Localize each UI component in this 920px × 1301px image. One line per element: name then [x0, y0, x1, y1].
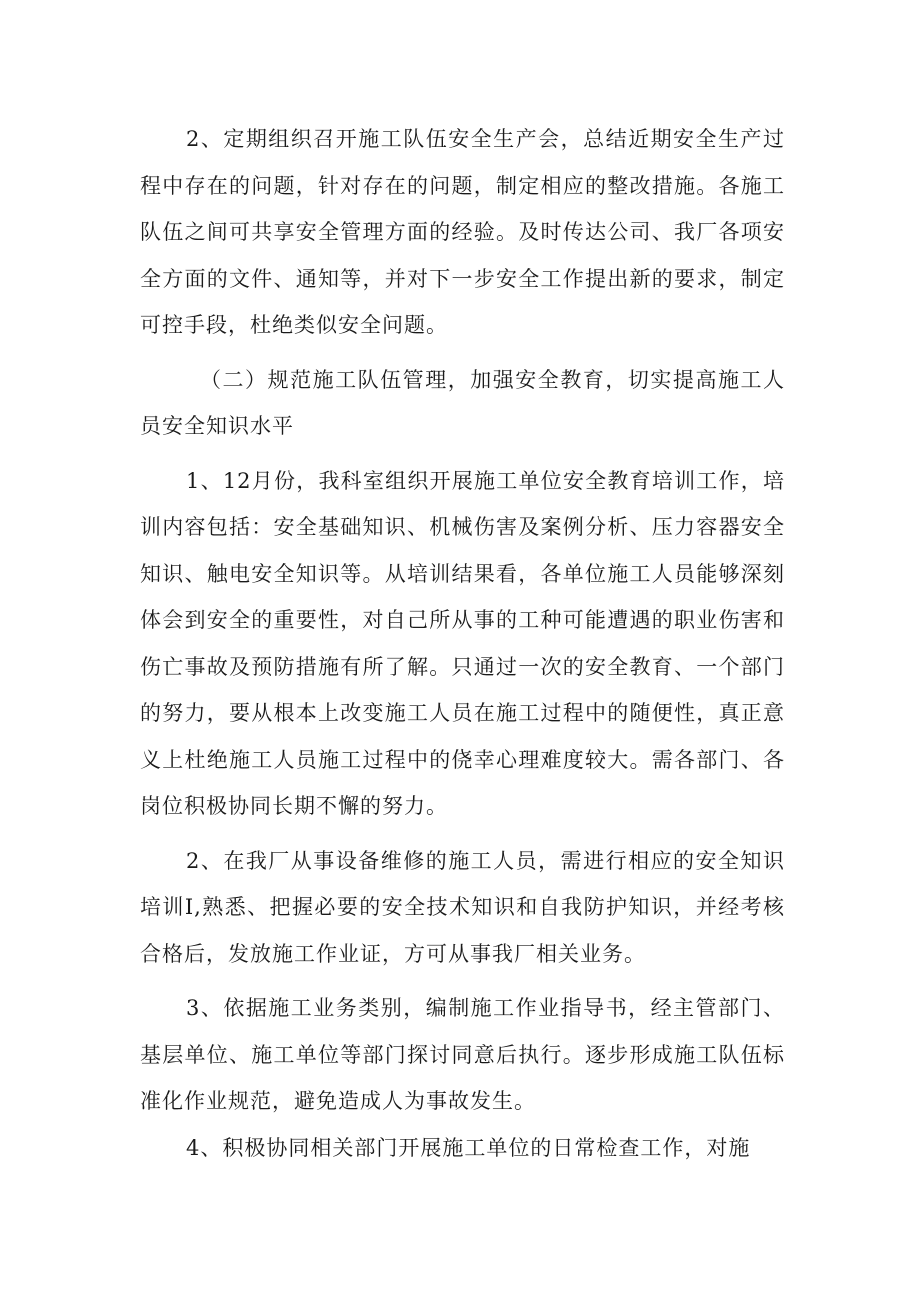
- document-body: [140, 116, 785, 1171]
- paragraph-safety-meeting: 2、定期组织召开施工队伍安全生产会，总结近期安全生产过程中存在的问题，针对存在的问题，制定相应的整改措施。各施工队伍之间可共享安全管理方面的经验。及时传达公司、我厂各项安全方面的文件、通知等，并对下一步安全工作提出新的要求，制定可控手段，杜绝类似安全问题。: [140, 127, 785, 337]
- section-heading-team-management: （二）规范施工队伍管理，加强安全教育，切实提高施工人员安全知识水平: [140, 367, 785, 438]
- paragraph-daily-inspection: 4、积极协同相关部门开展施工单位的日常检查工作，对施: [186, 1135, 751, 1160]
- paragraph-safety-training: 1、12月份，我科室组织开展施工单位安全教育培训工作，培训内容包括：安全基础知识、机械伤害及案例分析、压力容器安全知识、触电安全知识等。从培训结果看，各单位施工人员能够深刻体会到安全的重要性，对自己所从事的工种可能遭遇的职业伤害和伤亡事故及预防措施有所了解。只通过一次的安全教育、一个部门的努力，要从根本上改变施工人员在施工过程中的随便性，真正意义上杜绝施工人员施工过程中的侥幸心理难度较大。需各部门、各岗位积极协同长期不懈的努力。: [140, 468, 785, 818]
- paragraph-work-instructions: 3、依据施工业务类别，编制施工作业指导书，经主管部门、基层单位、施工单位等部门探讨同意后执行。逐步形成施工队伍标准化作业规范，避免造成人为事故发生。: [140, 996, 785, 1113]
- paragraph-maintenance-training: 2、在我厂从事设备维修的施工人员，需进行相应的安全知识培训I,熟悉、把握必要的安全技术知识和自我防护知识，并经考核合格后，发放施工作业证，方可从事我厂相关业务。: [140, 848, 785, 966]
